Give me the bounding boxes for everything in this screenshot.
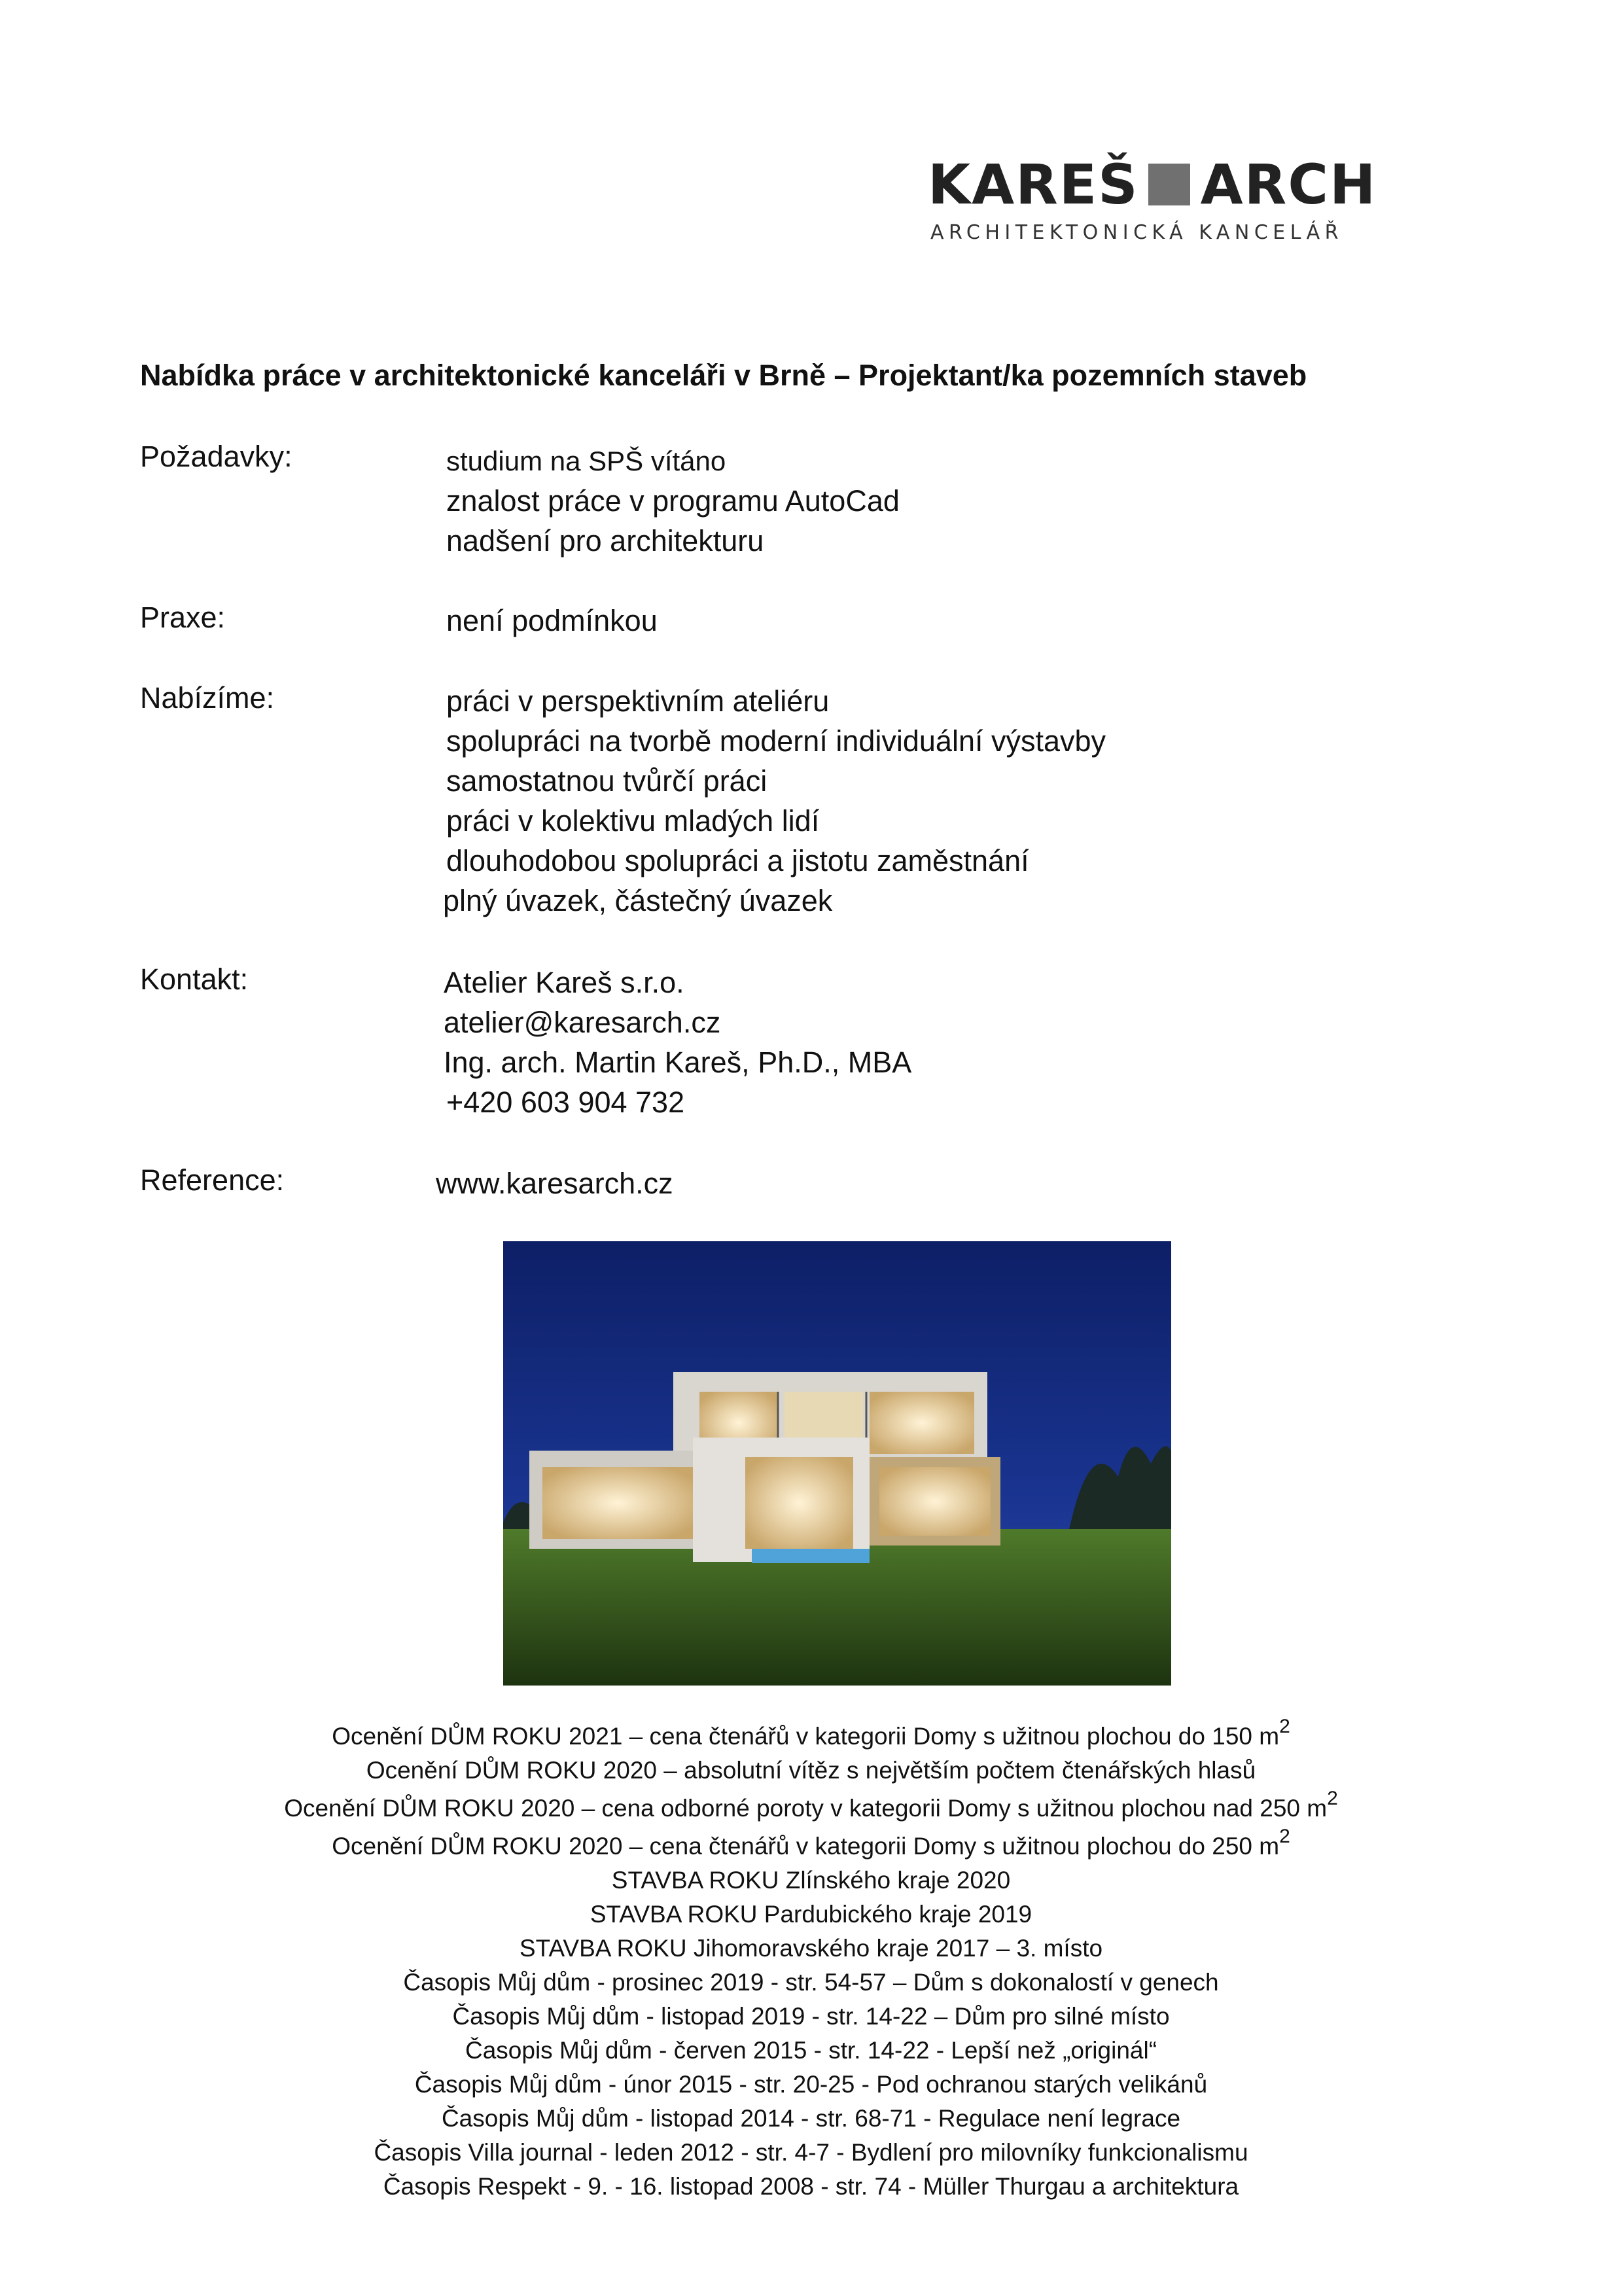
award-line: Časopis Můj dům - listopad 2014 - str. 68-71 - Regulace není legrace xyxy=(441,2105,1181,2132)
award-line: Časopis Můj dům - prosinec 2019 - str. 54-57 – Dům s dokonalostí v genech xyxy=(403,1969,1219,1996)
logo-subtitle: ARCHITEKTONICKÁ KANCELÁŘ xyxy=(930,221,1344,244)
award-line: Ocenění DŮM ROKU 2021 – cena čtenářů v kategorii Domy s užitnou plochou do 150 $m^2$ xyxy=(332,1716,1290,1750)
value-line: práci v perspektivním ateliéru xyxy=(446,684,830,718)
contact-person: Ing. arch. Martin Kareš, Ph.D., MBA xyxy=(444,1046,912,1079)
award-line: Časopis Můj dům - únor 2015 - str. 20-25 - Pod ochranou starých velikánů xyxy=(414,2071,1208,2098)
section-label-requirements: Požadavky: xyxy=(140,440,292,473)
logo-word-left: KAREŠ xyxy=(928,152,1139,217)
value-line: dlouhodobou spolupráci a jistotu zaměstnání xyxy=(446,844,1029,877)
logo-square-mark xyxy=(1148,164,1190,205)
section-values-requirements xyxy=(446,441,900,561)
value-line: práci v kolektivu mladých lidí xyxy=(446,804,820,838)
section-values-contact xyxy=(444,963,911,1122)
value-line: studium na SPŠ vítáno xyxy=(446,446,726,476)
section-label-offer: Nabízíme: xyxy=(140,681,275,715)
section-label-experience: Praxe: xyxy=(140,601,226,634)
award-line: Časopis Můj dům - listopad 2019 - str. 14-22 – Dům pro silné místo xyxy=(452,2003,1170,2030)
contact-phone: +420 603 904 732 xyxy=(446,1086,685,1119)
logo-word-right: ARCH xyxy=(1200,152,1377,217)
award-line: Časopis Villa journal - leden 2012 - str. 4-7 - Bydlení pro milovníky funkcionalismu xyxy=(374,2139,1248,2166)
company-name: Atelier Kareš s.r.o. xyxy=(444,966,684,999)
awards-list xyxy=(0,1716,1622,2204)
house-photo xyxy=(503,1241,1171,1686)
value-line: není podmínkou xyxy=(446,604,658,637)
value-line: plný úvazek, částečný úvazek xyxy=(443,884,833,917)
section-values-offer xyxy=(443,681,1106,921)
section-label-reference: Reference: xyxy=(140,1163,285,1197)
award-line: Ocenění DŮM ROKU 2020 – absolutní vítěz s největším počtem čtenářských hlasů xyxy=(366,1757,1256,1784)
award-line: Ocenění DŮM ROKU 2020 – cena odborné poroty v kategorii Domy s užitnou plochou nad 250 $m^2$ xyxy=(284,1788,1338,1822)
award-line: STAVBA ROKU Jihomoravského kraje 2017 – 3. místo xyxy=(519,1935,1103,1962)
section-values-experience xyxy=(446,601,658,641)
award-line: Ocenění DŮM ROKU 2020 – cena čtenářů v kategorii Domy s užitnou plochou do 250 $m^2$ xyxy=(332,1826,1290,1860)
section-label-contact: Kontakt: xyxy=(140,963,249,996)
website-link[interactable]: www.karesarch.cz xyxy=(436,1167,673,1200)
logo-wordmark xyxy=(928,152,1377,217)
value-line: samostatnou tvůrčí práci xyxy=(446,764,767,798)
page-title: Nabídka práce v architektonické kanceláři v Brně – Projektant/ka pozemních staveb xyxy=(140,359,1307,392)
value-line: spolupráci na tvorbě moderní individuální výstavby xyxy=(446,724,1106,758)
company-logo xyxy=(928,152,1377,244)
section-values-reference xyxy=(436,1163,673,1203)
award-line: STAVBA ROKU Zlínského kraje 2020 xyxy=(611,1867,1011,1894)
award-line: Časopis Respekt - 9. - 16. listopad 2008 - str. 74 - Müller Thurgau a architektura xyxy=(383,2173,1239,2200)
value-line: nadšení pro architekturu xyxy=(446,524,764,557)
value-line: znalost práce v programu AutoCad xyxy=(446,484,900,518)
contact-email-link[interactable]: atelier@karesarch.cz xyxy=(444,1006,721,1039)
award-line: Časopis Můj dům - červen 2015 - str. 14-22 - Lepší než „originál“ xyxy=(465,2037,1157,2064)
award-line: STAVBA ROKU Pardubického kraje 2019 xyxy=(590,1901,1032,1928)
